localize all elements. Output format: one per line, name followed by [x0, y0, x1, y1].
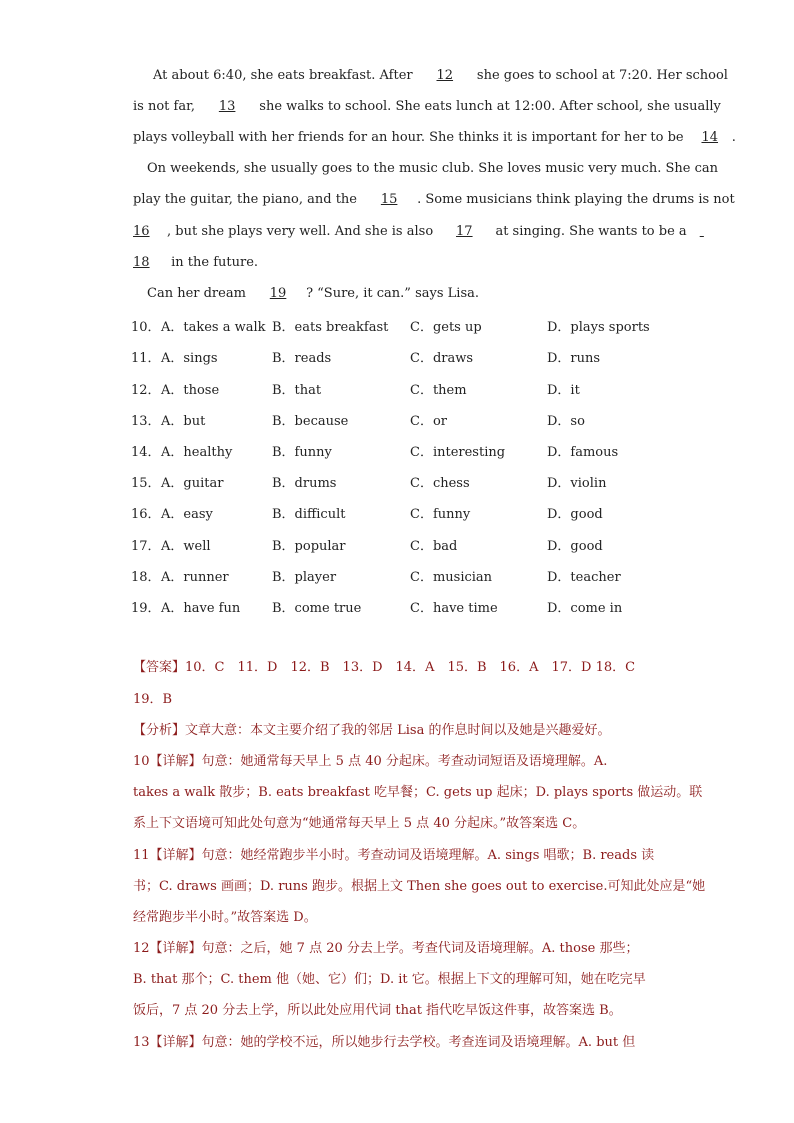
option-d: D．come in	[547, 601, 623, 616]
detail-12: 12【详解】句意：之后，她 7 点 20 分去上学。考查代词及语境理解。A. those 那些；	[133, 941, 639, 956]
option-d: D．it	[547, 383, 580, 398]
question-number: 11．	[131, 351, 161, 366]
blank-19: 19	[269, 286, 287, 301]
option-a: A．takes a walk	[161, 320, 266, 335]
detail-10: 10【详解】句意：她通常每天早上 5 点 40 分起床。考查动词短语及语境理解。A.	[133, 754, 608, 769]
option-d: D．good	[547, 507, 603, 522]
option-a: A．well	[161, 539, 211, 554]
option-c: C．have time	[410, 601, 498, 616]
blank-16: 16	[133, 224, 150, 239]
passage-text: On weekends, she usually goes to the music club. She loves music very much. She can	[147, 161, 719, 176]
passage-text: in the future.	[171, 255, 259, 270]
option-a: A．healthy	[161, 445, 233, 460]
question-number: 12．	[131, 383, 161, 398]
passage-text: .	[731, 130, 736, 145]
passage-line	[133, 254, 258, 272]
passage-line	[147, 285, 479, 303]
question-number: 18．	[131, 570, 161, 585]
option-d: D．plays sports	[547, 320, 650, 335]
question-row	[131, 316, 691, 334]
option-c: C．funny	[410, 507, 471, 522]
option-c: C．draws	[410, 351, 474, 366]
question-number: 17．	[131, 539, 161, 554]
option-b: B．funny	[272, 445, 332, 460]
detail-11: 11【详解】句意：她经常跑步半小时。考查动词及语境理解。A. sings 唱歌；B. reads 读	[133, 848, 655, 863]
option-a: A．but	[161, 414, 206, 429]
option-d: D．teacher	[547, 570, 621, 585]
option-a: A．sings	[161, 351, 218, 366]
question-number: 19．	[131, 601, 161, 616]
question-row	[131, 410, 691, 428]
option-c: C．or	[410, 414, 447, 429]
detail-11: 经常跑步半小时。”故答案选 D。	[133, 910, 317, 925]
blank-15: 15	[380, 192, 398, 207]
option-a: A．runner	[161, 570, 229, 585]
option-c: C．musician	[410, 570, 493, 585]
option-b: B．because	[272, 414, 349, 429]
detail-11: 书；C. draws 画画；D. runs 跑步。根据上文 Then she goes out to exercise.可知此处应是“她	[133, 879, 706, 894]
option-c: C．bad	[410, 539, 458, 554]
option-c: C．them	[410, 383, 467, 398]
option-b: B．difficult	[272, 507, 346, 522]
analysis-summary: 【分析】文章大意：本文主要介绍了我的邻居 Lisa 的作息时间以及她是兴趣爱好。	[133, 723, 611, 738]
passage-text: plays volleyball with her friends for an hour. She thinks it is important for her to be	[133, 130, 684, 145]
option-b: B．reads	[272, 351, 332, 366]
option-c: C．gets up	[410, 320, 482, 335]
passage-text: , but she plays very well. And she is also	[167, 224, 434, 239]
option-d: D．violin	[547, 476, 607, 491]
option-c: C．interesting	[410, 445, 506, 460]
passage-text: she walks to school. She eats lunch at 12:00. After school, she usually	[259, 99, 721, 114]
question-number: 13．	[131, 414, 161, 429]
passage-text: Can her dream	[147, 286, 246, 301]
question-number: 14．	[131, 445, 161, 460]
answer-key: 【答案】10．C 11．D 12．B 13．D 14．A 15．B 16．A 17．D 18．C	[133, 660, 636, 675]
question-row	[131, 503, 691, 521]
passage-line	[133, 129, 736, 147]
option-a: A．have fun	[161, 601, 241, 616]
question-row	[131, 441, 691, 459]
option-b: B．eats breakfast	[272, 320, 389, 335]
option-b: B．drums	[272, 476, 337, 491]
passage-text: at singing. She wants to be a	[495, 224, 687, 239]
passage-text: At about 6:40, she eats breakfast. After	[153, 68, 413, 83]
question-row	[131, 597, 691, 615]
passage-line	[133, 191, 735, 209]
detail-13: 13【详解】句意：她的学校不远，所以她步行去学校。考查连词及语境理解。A. but 但	[133, 1035, 636, 1050]
passage-text: is not far,	[133, 99, 195, 114]
option-b: B．popular	[272, 539, 346, 554]
answer-key: 19．B	[133, 692, 173, 707]
option-c: C．chess	[410, 476, 470, 491]
question-row	[131, 472, 691, 490]
question-number: 10．	[131, 320, 161, 335]
passage-line	[153, 67, 728, 85]
question-row	[131, 566, 691, 584]
question-number: 15．	[131, 476, 161, 491]
passage-text: play the guitar, the piano, and the	[133, 192, 357, 207]
detail-12: 饭后，7 点 20 分去上学，所以此处应用代词 that 指代吃早饭这件事，故答案选 B。	[133, 1003, 622, 1018]
passage-line	[147, 160, 718, 178]
option-d: D．runs	[547, 351, 601, 366]
blank-14: 14	[701, 130, 719, 145]
option-a: A．easy	[161, 507, 213, 522]
blank-18-start	[691, 223, 713, 241]
question-row	[131, 347, 691, 365]
passage-text: she goes to school at 7:20. Her school	[476, 68, 728, 83]
option-a: A．guitar	[161, 476, 224, 491]
option-d: D．good	[547, 539, 603, 554]
option-d: D．so	[547, 414, 585, 429]
detail-10: takes a walk 散步；B. eats breakfast 吃早餐；C. gets up 起床；D. plays sports 做运动。联	[133, 785, 703, 800]
passage-text: ? “Sure, it can.” says Lisa.	[306, 286, 480, 301]
blank-17: 17	[456, 224, 473, 239]
question-row	[131, 535, 691, 553]
blank-13: 13	[218, 99, 236, 114]
question-row	[131, 379, 691, 397]
detail-12: B. that 那个；C. them 他（她、它）们；D. it 它。根据上下文的理解可知，她在吃完早	[133, 972, 646, 987]
passage-text: . Some musicians think playing the drums is not	[417, 192, 735, 207]
option-b: B．player	[272, 570, 337, 585]
question-number: 16．	[131, 507, 161, 522]
option-b: B．come true	[272, 601, 362, 616]
passage-line	[133, 223, 713, 241]
blank-12: 12	[436, 68, 454, 83]
passage-line	[133, 98, 721, 116]
blank-18: 18	[133, 255, 150, 270]
option-b: B．that	[272, 383, 322, 398]
detail-10: 系上下文语境可知此处句意为“她通常每天早上 5 点 40 分起床。”故答案选 C。	[133, 816, 586, 831]
option-a: A．those	[161, 383, 220, 398]
option-d: D．famous	[547, 445, 619, 460]
